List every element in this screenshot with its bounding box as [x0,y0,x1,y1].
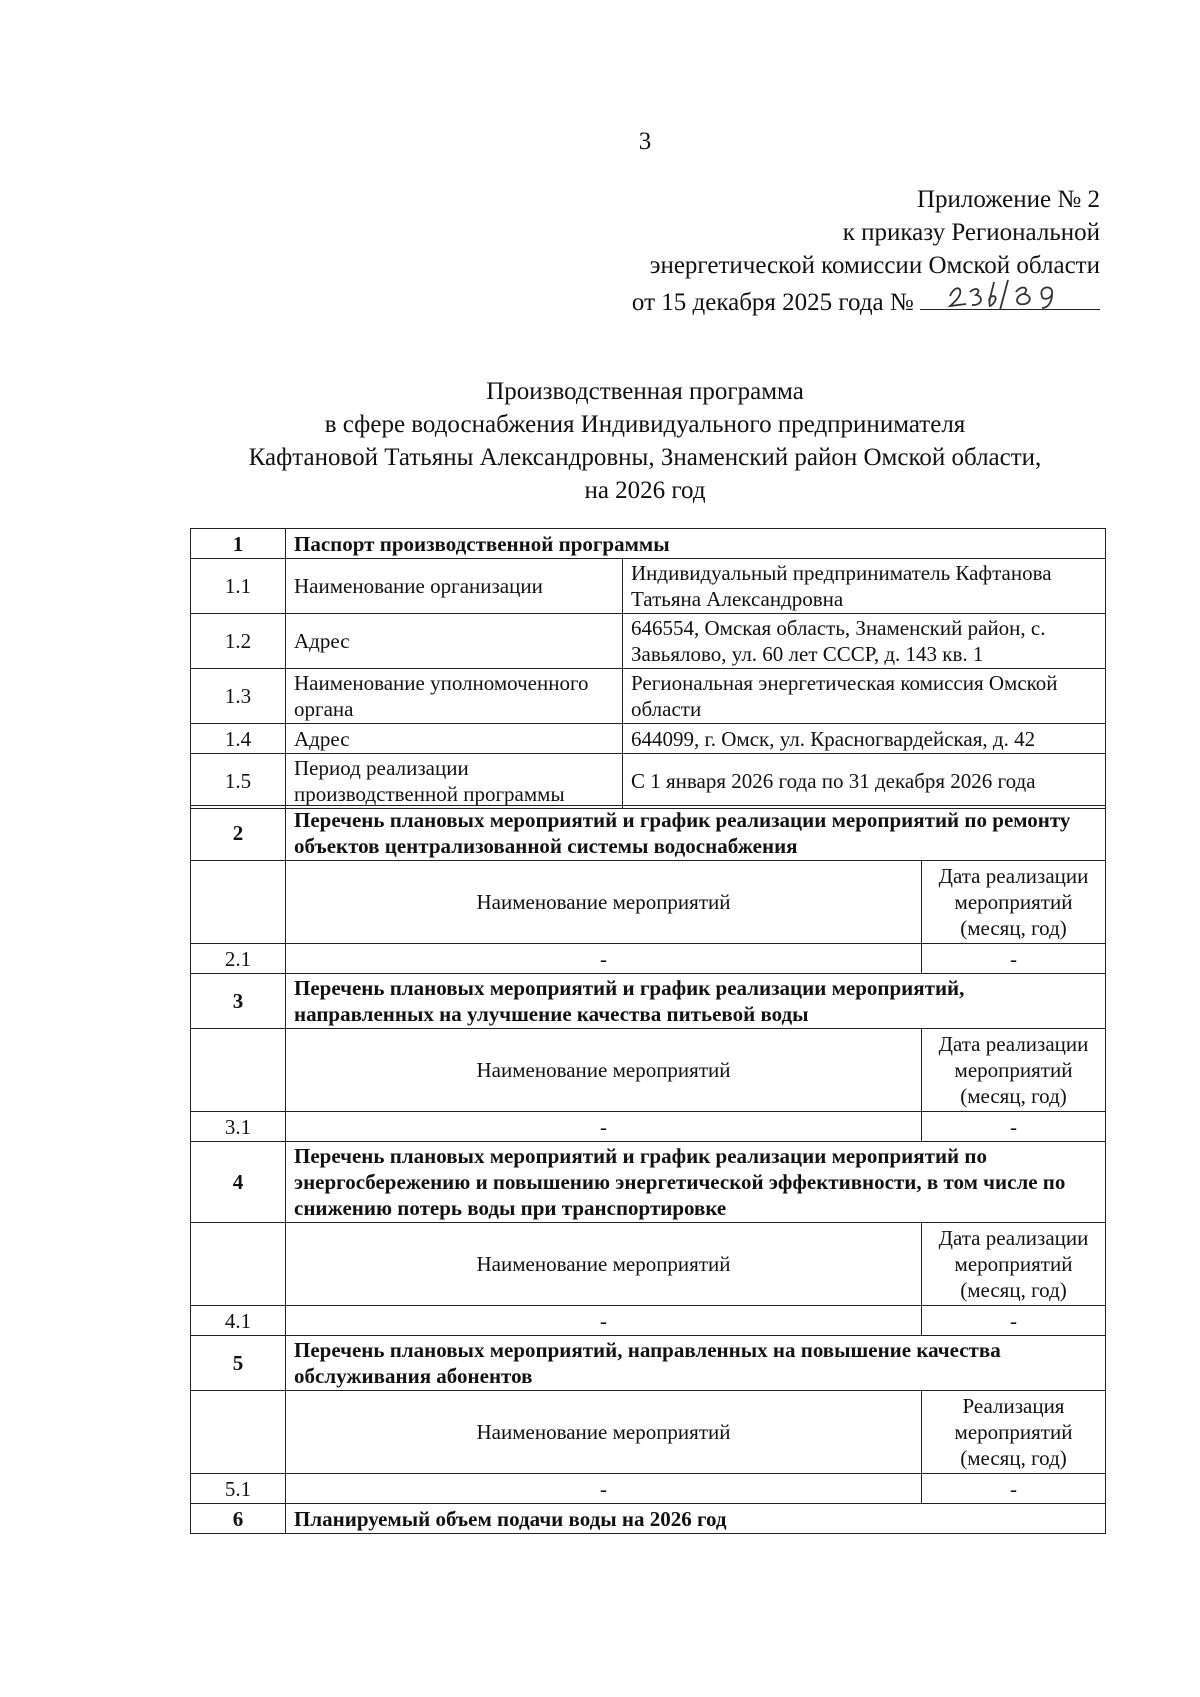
table-row [191,1142,1106,1223]
table-row [191,1306,1106,1336]
table-row [191,1112,1106,1142]
row-label: Адрес [286,614,623,669]
row-value-name: - [286,1112,922,1142]
section-title: Перечень плановых мероприятий и график реализации мероприятий, направленных на улучшение качества питьевой воды [286,974,1106,1029]
table-row [191,1504,1106,1534]
column-header-date: Дата реализации мероприятий (месяц, год) [922,1223,1106,1306]
row-number: 4.1 [191,1306,286,1336]
order-number-handwritten [920,282,1100,310]
row-number: 5.1 [191,1474,286,1504]
table-row [191,724,1106,754]
section-title: Планируемый объем подачи воды на 2026 год [286,1504,1106,1534]
column-header-name: Наименование мероприятий [286,1391,922,1474]
row-value: 644099, г. Омск, ул. Красногвардейская, д. 42 [623,724,1106,754]
section-number: 5 [191,1336,286,1391]
row-number: 1.5 [191,754,286,809]
table-row [191,614,1106,669]
appendix-line-2: к приказу Региональной [842,219,1100,246]
row-value: Региональная энергетическая комиссия Омской области [623,669,1106,724]
row-label: Период реализации производственной программы [286,754,623,809]
production-program-table [190,528,1106,809]
row-value-date: - [922,944,1106,974]
column-header-date: Дата реализации мероприятий (месяц, год) [922,1029,1106,1112]
table-row [191,861,1106,944]
table-row [191,529,1106,559]
section-number: 2 [191,806,286,861]
table-row [191,1391,1106,1474]
row-value: С 1 января 2026 года по 31 декабря 2026 года [623,754,1106,809]
appendix-line-1: Приложение № 2 [916,186,1100,213]
section-title: Перечень плановых мероприятий, направленных на повышение качества обслуживания абонентов [286,1336,1106,1391]
section-title: Перечень плановых мероприятий и график реализации мероприятий по энергосбережению и повышению энергетической эффективности, в том числе по снижению потерь воды при транспортировке [286,1142,1106,1223]
row-label: Наименование организации [286,559,623,614]
row-number: 1.3 [191,669,286,724]
page-number: 3 [638,128,652,155]
title-line-1: Производственная программа [486,378,804,405]
table-row [191,669,1106,724]
row-number: 3.1 [191,1112,286,1142]
section-title: Перечень плановых мероприятий и график реализации мероприятий по ремонту объектов централизованной системы водоснабжения [286,806,1106,861]
table-row [191,754,1106,809]
column-header-date: Реализация мероприятий (месяц, год) [922,1391,1106,1474]
title-line-4: на 2026 год [584,477,706,504]
row-value-name: - [286,944,922,974]
title-line-3: Кафтановой Татьяны Александровны, Знаменский район Омской области, [248,444,1042,471]
row-number-empty [191,861,286,944]
appendix-line-3: энергетической комиссии Омской области [649,252,1100,279]
row-number: 1.1 [191,559,286,614]
row-value: 646554, Омская область, Знаменский район, с. Завьялово, ул. 60 лет СССР, д. 143 кв. 1 [623,614,1106,669]
column-header-name: Наименование мероприятий [286,861,922,944]
table-row [191,806,1106,861]
row-value: Индивидуальный предприниматель Кафтанова Татьяна Александровна [623,559,1106,614]
table-row [191,1029,1106,1112]
row-number-empty [191,1391,286,1474]
row-value-name: - [286,1306,922,1336]
table-row [191,974,1106,1029]
document-title [150,375,1140,507]
column-header-name: Наименование мероприятий [286,1029,922,1112]
row-value-date: - [922,1112,1106,1142]
row-number: 1.4 [191,724,286,754]
row-value-date: - [922,1306,1106,1336]
section-title: Паспорт производственной программы [286,529,1106,559]
appendix-header [632,183,1100,319]
table-row [191,944,1106,974]
column-header-date: Дата реализации мероприятий (месяц, год) [922,861,1106,944]
row-value-name: - [286,1474,922,1504]
row-label: Адрес [286,724,623,754]
section-number: 1 [191,529,286,559]
table-row [191,1474,1106,1504]
section-number: 6 [191,1504,286,1534]
row-number: 1.2 [191,614,286,669]
column-header-name: Наименование мероприятий [286,1223,922,1306]
row-label: Наименование уполномоченного органа [286,669,623,724]
title-line-2: в сфере водоснабжения Индивидуального предпринимателя [324,411,966,438]
appendix-line-4 [632,282,1100,319]
section-number: 3 [191,974,286,1029]
handwritten-order-number-icon [942,276,1082,312]
row-value-date: - [922,1474,1106,1504]
table-row [191,1223,1106,1306]
row-number-empty [191,1223,286,1306]
table-row [191,1336,1106,1391]
measures-table [190,805,1106,1534]
row-number: 2.1 [191,944,286,974]
table-row [191,559,1106,614]
order-date-label: от 15 декабря 2025 года № [631,289,914,316]
section-number: 4 [191,1142,286,1223]
row-number-empty [191,1029,286,1112]
